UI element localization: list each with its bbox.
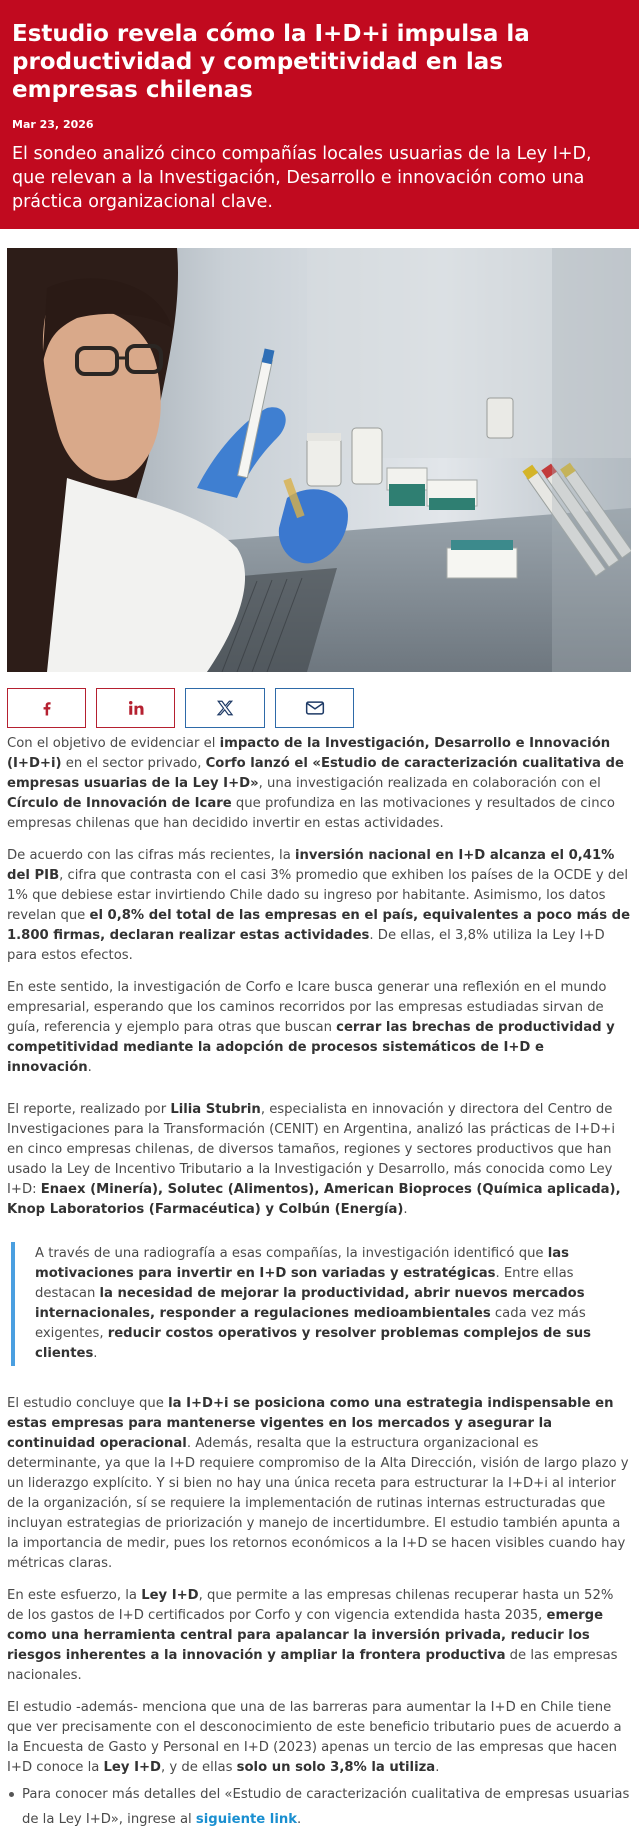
article-title: Estudio revela cómo la I+D+i impulsa la productividad y competitividad en las empresas chilenas (12, 21, 530, 103)
x-icon (216, 699, 234, 717)
details-list (7, 1782, 633, 1832)
paragraph-7: El estudio -además- menciona que una de las barreras para aumentar la I+D en Chile tiene que ver precisamente con el desconocimiento de este beneficio tributario pues de acuerdo a la Encuesta de Gasto y Personal en I+D (2023) apenas un tercio de las empresas que hacen I+D conoce la Ley I+D, y de ellas solo un solo 3,8% la utiliza. (7, 1700, 622, 1775)
paragraph-4: El reporte, realizado por Lilia Stubrin, especialista en innovación y directora del Centro de Investigaciones para la Transformación (CENIT) en Argentina, analizó las prácticas de I+D+i en cinco empresas chilenas, de diversos tamaños, regiones y sectores productivos que han usado la Ley de Incentivo Tributario a la Investigación y Desarrollo, más conocida como Ley I+D: Enaex (Minería), Solutec (Alimentos), American Bioproces (Química aplicada), Knop Laboratorios (Farmacéutica) y Colbún (Energía). (7, 1102, 621, 1217)
article-header (0, 0, 639, 229)
article-body (7, 734, 633, 1832)
article-lead: El sondeo analizó cinco compañías locales usuarias de la Ley I+D, que relevan a la Investigación, Desarrollo e innovación como una práctica organizacional clave. (12, 144, 592, 212)
lab-scientist-photo (7, 248, 631, 672)
blockquote (11, 1242, 633, 1366)
article-photo (7, 248, 631, 672)
paragraph-6: En este esfuerzo, la Ley I+D, que permite a las empresas chilenas recuperar hasta un 52% de los gastos de I+D certificados por Corfo y con vigencia extendida hasta 2035, emerge como una herramienta central para apalancar la inversión privada, reducir los riesgos inherentes a la innovación y ampliar la frontera productiva de las empresas nacionales. (7, 1588, 618, 1683)
article-date: Mar 23, 2026 (12, 118, 94, 131)
share-linkedin-button[interactable] (96, 688, 175, 728)
paragraph-5: El estudio concluye que la I+D+i se posiciona como una estrategia indispensable en estas empresas para mantenerse vigentes en los mercados y asegurar la continuidad operacional. Además, resalta que la estructura organizacional es determinante, ya que la I+D requiere compromiso de la Alta Dirección, visión de largo plazo y un liderazgo explícito. Y si bien no hay una única receta para estructurar la I+D+i al interior de la organización, sí se requiere la implementación de rutinas internas estructuradas que incluyan estrategias de priorización y manejo de incertidumbre. El estudio también apunta a la importancia de medir, pues los retornos económicos a la I+D se hacen visibles cuando hay métricas claras. (7, 1396, 629, 1571)
share-x-button[interactable] (185, 688, 265, 728)
study-link[interactable]: siguiente link (195, 1812, 297, 1827)
list-item: Para conocer más detalles del «Estudio de caracterización cualitativa de empresas usuarias de la Ley I+D», ingrese al siguiente link. (7, 1782, 633, 1832)
blockquote-text: A través de una radiografía a esas compañías, la investigación identificó que las motivaciones para invertir en I+D son variadas y estratégicas. Entre ellas destacan la necesidad de mejorar la productividad, abrir nuevos mercados internacionales, responder a regulaciones medioambientales cada vez más exigentes, reducir costos operativos y resolver problemas complejos de sus clientes. (35, 1246, 592, 1361)
share-bar (7, 688, 354, 728)
paragraph-3: En este sentido, la investigación de Corfo e Icare busca generar una reflexión en el mundo empresarial, esperando que los caminos recorridos por las empresas estudiadas sirvan de guía, referencia y ejemplo para otras que buscan cerrar las brechas de productividad y competitividad mediante la adopción de procesos sistemáticos de I+D e innovación. (7, 980, 615, 1075)
share-mail-button[interactable] (275, 688, 354, 728)
paragraph-1: Con el objetivo de evidenciar el impacto de la Investigación, Desarrollo e Innovación (I+D+i) en el sector privado, Corfo lanzó el «Estudio de caracterización cualitativa de empresas usuarias de la Ley I+D», una investigación realizada en colaboración con el Círculo de Innovación de Icare que profundiza en las motivaciones y resultados de cinco empresas chilenas que han decidido invertir en estas actividades. (7, 736, 624, 831)
mail-icon (305, 699, 325, 717)
linkedin-icon (127, 699, 145, 717)
share-facebook-button[interactable] (7, 688, 86, 728)
paragraph-2: De acuerdo con las cifras más recientes, la inversión nacional en I+D alcanza el 0,41% del PIB, cifra que contrasta con el casi 3% promedio que exhiben los países de la OCDE y del 1% que debiese estar invirtiendo Chile dado su ingreso por habitante. Asimismo, los datos revelan que el 0,8% del total de las empresas en el país, equivalentes a poco más de 1.800 firmas, declaran realizar estas actividades. De ellas, el 3,8% utiliza la Ley I+D para estos efectos. (7, 848, 631, 963)
facebook-icon (38, 699, 56, 717)
